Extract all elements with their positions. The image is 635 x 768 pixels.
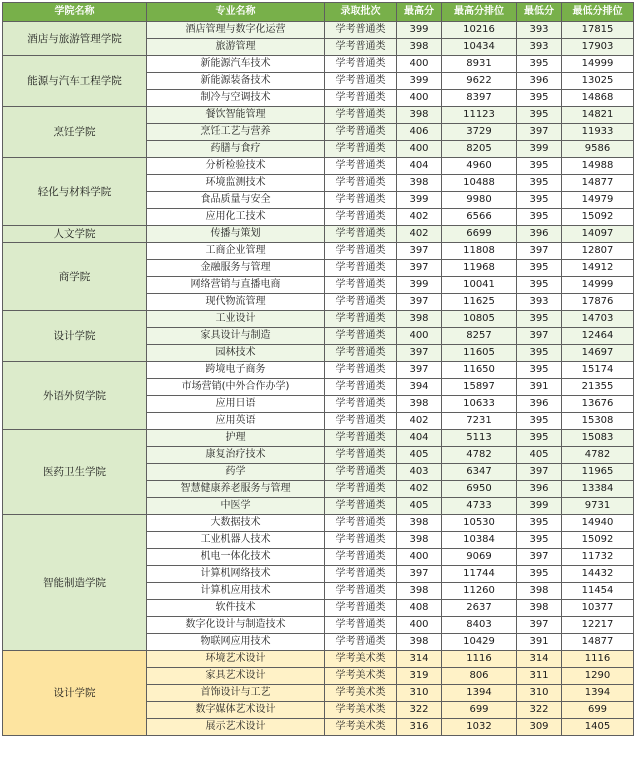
max-score-cell: 400	[397, 549, 442, 566]
max-rank-cell: 1394	[442, 685, 517, 702]
max-score-cell: 397	[397, 294, 442, 311]
min-rank-cell: 17903	[562, 39, 634, 56]
min-score-cell: 395	[517, 90, 562, 107]
min-score-cell: 395	[517, 413, 562, 430]
max-score-cell: 399	[397, 277, 442, 294]
major-cell: 旅游管理	[147, 39, 325, 56]
batch-cell: 学考普通类	[325, 158, 397, 175]
max-score-cell: 398	[397, 396, 442, 413]
min-score-cell: 405	[517, 447, 562, 464]
min-rank-cell: 4782	[562, 447, 634, 464]
max-score-cell: 400	[397, 56, 442, 73]
max-rank-cell: 6699	[442, 226, 517, 243]
max-score-cell: 400	[397, 90, 442, 107]
max-score-cell: 402	[397, 209, 442, 226]
batch-cell: 学考普通类	[325, 311, 397, 328]
table-row	[3, 311, 634, 328]
college-name-cell: 能源与汽车工程学院	[3, 56, 147, 107]
max-rank-cell: 11808	[442, 243, 517, 260]
batch-cell: 学考普通类	[325, 243, 397, 260]
major-cell: 机电一体化技术	[147, 549, 325, 566]
batch-cell: 学考普通类	[325, 515, 397, 532]
max-score-cell: 397	[397, 345, 442, 362]
min-rank-cell: 1290	[562, 668, 634, 685]
major-cell: 环境监测技术	[147, 175, 325, 192]
max-rank-cell: 1032	[442, 719, 517, 736]
max-rank-cell: 10488	[442, 175, 517, 192]
max-score-cell: 403	[397, 464, 442, 481]
batch-cell: 学考普通类	[325, 39, 397, 56]
min-score-cell: 397	[517, 464, 562, 481]
min-score-cell: 399	[517, 141, 562, 158]
min-score-cell: 395	[517, 362, 562, 379]
min-score-cell: 395	[517, 107, 562, 124]
max-score-cell: 398	[397, 515, 442, 532]
major-cell: 软件技术	[147, 600, 325, 617]
max-score-cell: 314	[397, 651, 442, 668]
major-cell: 药膳与食疗	[147, 141, 325, 158]
batch-cell: 学考普通类	[325, 22, 397, 39]
header-college: 学院名称	[3, 3, 147, 22]
min-rank-cell: 9731	[562, 498, 634, 515]
max-score-cell: 404	[397, 158, 442, 175]
max-rank-cell: 8257	[442, 328, 517, 345]
major-cell: 金融服务与管理	[147, 260, 325, 277]
min-rank-cell: 13676	[562, 396, 634, 413]
max-rank-cell: 8397	[442, 90, 517, 107]
batch-cell: 学考普通类	[325, 549, 397, 566]
max-rank-cell: 11605	[442, 345, 517, 362]
min-rank-cell: 10377	[562, 600, 634, 617]
max-score-cell: 398	[397, 634, 442, 651]
min-rank-cell: 9586	[562, 141, 634, 158]
batch-cell: 学考普通类	[325, 447, 397, 464]
min-score-cell: 395	[517, 260, 562, 277]
max-score-cell: 397	[397, 260, 442, 277]
max-score-cell: 402	[397, 481, 442, 498]
min-rank-cell: 1394	[562, 685, 634, 702]
batch-cell: 学考普通类	[325, 209, 397, 226]
table-row	[3, 651, 634, 668]
major-cell: 数字化设计与制造技术	[147, 617, 325, 634]
min-score-cell: 395	[517, 192, 562, 209]
college-name-cell: 烹饪学院	[3, 107, 147, 158]
min-score-cell: 393	[517, 39, 562, 56]
max-score-cell: 399	[397, 22, 442, 39]
major-cell: 食品质量与安全	[147, 192, 325, 209]
max-rank-cell: 8205	[442, 141, 517, 158]
max-score-cell: 399	[397, 192, 442, 209]
min-rank-cell: 14432	[562, 566, 634, 583]
max-score-cell: 408	[397, 600, 442, 617]
min-score-cell: 398	[517, 600, 562, 617]
batch-cell: 学考普通类	[325, 73, 397, 90]
min-score-cell: 309	[517, 719, 562, 736]
min-rank-cell: 13025	[562, 73, 634, 90]
header-max-rank: 最高分排位	[442, 3, 517, 22]
batch-cell: 学考普通类	[325, 464, 397, 481]
max-rank-cell: 7231	[442, 413, 517, 430]
batch-cell: 学考普通类	[325, 396, 397, 413]
max-rank-cell: 10384	[442, 532, 517, 549]
max-rank-cell: 10805	[442, 311, 517, 328]
min-rank-cell: 13384	[562, 481, 634, 498]
college-name-cell: 智能制造学院	[3, 515, 147, 651]
major-cell: 现代物流管理	[147, 294, 325, 311]
max-score-cell: 398	[397, 311, 442, 328]
max-rank-cell: 3729	[442, 124, 517, 141]
batch-cell: 学考普通类	[325, 141, 397, 158]
batch-cell: 学考普通类	[325, 345, 397, 362]
max-rank-cell: 11123	[442, 107, 517, 124]
min-rank-cell: 14868	[562, 90, 634, 107]
min-score-cell: 395	[517, 532, 562, 549]
min-score-cell: 395	[517, 175, 562, 192]
max-score-cell: 397	[397, 362, 442, 379]
batch-cell: 学考普通类	[325, 56, 397, 73]
header-major: 专业名称	[147, 3, 325, 22]
major-cell: 市场营销(中外合作办学)	[147, 379, 325, 396]
min-rank-cell: 17815	[562, 22, 634, 39]
min-rank-cell: 14697	[562, 345, 634, 362]
max-rank-cell: 4733	[442, 498, 517, 515]
batch-cell: 学考普通类	[325, 362, 397, 379]
max-score-cell: 400	[397, 141, 442, 158]
admission-score-table-container	[2, 2, 634, 736]
max-rank-cell: 10429	[442, 634, 517, 651]
max-rank-cell: 10633	[442, 396, 517, 413]
min-score-cell: 395	[517, 515, 562, 532]
min-score-cell: 311	[517, 668, 562, 685]
min-score-cell: 397	[517, 243, 562, 260]
min-rank-cell: 1116	[562, 651, 634, 668]
min-rank-cell: 14877	[562, 175, 634, 192]
min-rank-cell: 12807	[562, 243, 634, 260]
min-score-cell: 395	[517, 56, 562, 73]
max-score-cell: 402	[397, 226, 442, 243]
major-cell: 园林技术	[147, 345, 325, 362]
batch-cell: 学考普通类	[325, 124, 397, 141]
table-row	[3, 515, 634, 532]
min-rank-cell: 12464	[562, 328, 634, 345]
min-score-cell: 399	[517, 498, 562, 515]
batch-cell: 学考普通类	[325, 583, 397, 600]
major-cell: 家具设计与制造	[147, 328, 325, 345]
batch-cell: 学考普通类	[325, 192, 397, 209]
max-rank-cell: 11260	[442, 583, 517, 600]
batch-cell: 学考美术类	[325, 651, 397, 668]
min-rank-cell: 21355	[562, 379, 634, 396]
table-row	[3, 107, 634, 124]
header-batch: 录取批次	[325, 3, 397, 22]
max-rank-cell: 699	[442, 702, 517, 719]
college-name-cell: 酒店与旅游管理学院	[3, 22, 147, 56]
batch-cell: 学考普通类	[325, 617, 397, 634]
max-rank-cell: 15897	[442, 379, 517, 396]
max-rank-cell: 11625	[442, 294, 517, 311]
max-rank-cell: 2637	[442, 600, 517, 617]
max-score-cell: 398	[397, 583, 442, 600]
college-name-cell: 医药卫生学院	[3, 430, 147, 515]
table-row	[3, 243, 634, 260]
max-score-cell: 406	[397, 124, 442, 141]
max-score-cell: 398	[397, 532, 442, 549]
min-score-cell: 310	[517, 685, 562, 702]
header-min-score: 最低分	[517, 3, 562, 22]
min-score-cell: 396	[517, 396, 562, 413]
min-score-cell: 397	[517, 549, 562, 566]
batch-cell: 学考普通类	[325, 532, 397, 549]
min-score-cell: 396	[517, 226, 562, 243]
min-rank-cell: 14877	[562, 634, 634, 651]
major-cell: 大数据技术	[147, 515, 325, 532]
table-row	[3, 430, 634, 447]
max-rank-cell: 9980	[442, 192, 517, 209]
max-rank-cell: 10041	[442, 277, 517, 294]
max-score-cell: 316	[397, 719, 442, 736]
college-name-cell: 设计学院	[3, 311, 147, 362]
max-rank-cell: 806	[442, 668, 517, 685]
min-rank-cell: 1405	[562, 719, 634, 736]
major-cell: 传播与策划	[147, 226, 325, 243]
batch-cell: 学考普通类	[325, 600, 397, 617]
batch-cell: 学考普通类	[325, 634, 397, 651]
major-cell: 分析检验技术	[147, 158, 325, 175]
major-cell: 护理	[147, 430, 325, 447]
max-score-cell: 322	[397, 702, 442, 719]
batch-cell: 学考美术类	[325, 685, 397, 702]
min-score-cell: 396	[517, 481, 562, 498]
batch-cell: 学考普通类	[325, 90, 397, 107]
major-cell: 智慧健康养老服务与管理	[147, 481, 325, 498]
min-rank-cell: 15092	[562, 209, 634, 226]
max-rank-cell: 9069	[442, 549, 517, 566]
min-rank-cell: 11732	[562, 549, 634, 566]
table-body	[3, 22, 634, 736]
min-rank-cell: 15174	[562, 362, 634, 379]
min-score-cell: 395	[517, 158, 562, 175]
min-score-cell: 395	[517, 430, 562, 447]
max-rank-cell: 5113	[442, 430, 517, 447]
max-rank-cell: 1116	[442, 651, 517, 668]
max-rank-cell: 8931	[442, 56, 517, 73]
major-cell: 烹饪工艺与营养	[147, 124, 325, 141]
min-rank-cell: 14999	[562, 277, 634, 294]
major-cell: 康复治疗技术	[147, 447, 325, 464]
admission-score-table	[2, 2, 634, 736]
batch-cell: 学考美术类	[325, 702, 397, 719]
min-score-cell: 395	[517, 277, 562, 294]
major-cell: 药学	[147, 464, 325, 481]
min-score-cell: 397	[517, 617, 562, 634]
batch-cell: 学考普通类	[325, 277, 397, 294]
major-cell: 网络营销与直播电商	[147, 277, 325, 294]
max-score-cell: 394	[397, 379, 442, 396]
batch-cell: 学考美术类	[325, 719, 397, 736]
table-row	[3, 226, 634, 243]
max-score-cell: 397	[397, 243, 442, 260]
college-name-cell: 人文学院	[3, 226, 147, 243]
table-row	[3, 362, 634, 379]
max-rank-cell: 11744	[442, 566, 517, 583]
max-rank-cell: 4960	[442, 158, 517, 175]
major-cell: 环境艺术设计	[147, 651, 325, 668]
college-name-cell: 外语外贸学院	[3, 362, 147, 430]
major-cell: 工商企业管理	[147, 243, 325, 260]
major-cell: 中医学	[147, 498, 325, 515]
max-rank-cell: 9622	[442, 73, 517, 90]
batch-cell: 学考普通类	[325, 226, 397, 243]
min-score-cell: 397	[517, 124, 562, 141]
table-row	[3, 158, 634, 175]
major-cell: 应用英语	[147, 413, 325, 430]
min-score-cell: 397	[517, 328, 562, 345]
min-rank-cell: 14703	[562, 311, 634, 328]
header-min-rank: 最低分排位	[562, 3, 634, 22]
batch-cell: 学考普通类	[325, 413, 397, 430]
major-cell: 跨境电子商务	[147, 362, 325, 379]
min-score-cell: 398	[517, 583, 562, 600]
min-score-cell: 395	[517, 311, 562, 328]
major-cell: 应用化工技术	[147, 209, 325, 226]
max-score-cell: 400	[397, 617, 442, 634]
min-score-cell: 395	[517, 345, 562, 362]
max-rank-cell: 10434	[442, 39, 517, 56]
min-rank-cell: 14979	[562, 192, 634, 209]
max-score-cell: 310	[397, 685, 442, 702]
min-rank-cell: 14912	[562, 260, 634, 277]
max-score-cell: 398	[397, 175, 442, 192]
min-rank-cell: 15092	[562, 532, 634, 549]
max-rank-cell: 11968	[442, 260, 517, 277]
max-rank-cell: 8403	[442, 617, 517, 634]
min-rank-cell: 12217	[562, 617, 634, 634]
college-name-cell: 商学院	[3, 243, 147, 311]
min-score-cell: 396	[517, 73, 562, 90]
max-score-cell: 399	[397, 73, 442, 90]
min-rank-cell: 14999	[562, 56, 634, 73]
min-rank-cell: 11965	[562, 464, 634, 481]
min-rank-cell: 14988	[562, 158, 634, 175]
max-rank-cell: 11650	[442, 362, 517, 379]
college-name-cell: 轻化与材料学院	[3, 158, 147, 226]
table-row	[3, 56, 634, 73]
max-rank-cell: 6347	[442, 464, 517, 481]
batch-cell: 学考普通类	[325, 566, 397, 583]
max-score-cell: 405	[397, 447, 442, 464]
min-score-cell: 393	[517, 22, 562, 39]
major-cell: 物联网应用技术	[147, 634, 325, 651]
major-cell: 酒店管理与数字化运营	[147, 22, 325, 39]
batch-cell: 学考普通类	[325, 294, 397, 311]
min-score-cell: 393	[517, 294, 562, 311]
table-row	[3, 22, 634, 39]
min-rank-cell: 699	[562, 702, 634, 719]
max-rank-cell: 6950	[442, 481, 517, 498]
major-cell: 展示艺术设计	[147, 719, 325, 736]
max-rank-cell: 4782	[442, 447, 517, 464]
batch-cell: 学考普通类	[325, 175, 397, 192]
batch-cell: 学考普通类	[325, 498, 397, 515]
min-rank-cell: 14821	[562, 107, 634, 124]
major-cell: 应用日语	[147, 396, 325, 413]
major-cell: 工业机器人技术	[147, 532, 325, 549]
min-score-cell: 314	[517, 651, 562, 668]
college-name-cell: 设计学院	[3, 651, 147, 736]
batch-cell: 学考普通类	[325, 260, 397, 277]
batch-cell: 学考普通类	[325, 328, 397, 345]
max-score-cell: 404	[397, 430, 442, 447]
min-score-cell: 395	[517, 209, 562, 226]
max-rank-cell: 6566	[442, 209, 517, 226]
major-cell: 新能源装备技术	[147, 73, 325, 90]
batch-cell: 学考普通类	[325, 107, 397, 124]
min-rank-cell: 15083	[562, 430, 634, 447]
batch-cell: 学考普通类	[325, 379, 397, 396]
max-score-cell: 402	[397, 413, 442, 430]
max-score-cell: 398	[397, 39, 442, 56]
batch-cell: 学考普通类	[325, 430, 397, 447]
min-score-cell: 395	[517, 566, 562, 583]
major-cell: 计算机网络技术	[147, 566, 325, 583]
min-score-cell: 322	[517, 702, 562, 719]
min-rank-cell: 17876	[562, 294, 634, 311]
major-cell: 新能源汽车技术	[147, 56, 325, 73]
batch-cell: 学考普通类	[325, 481, 397, 498]
header-row	[3, 3, 634, 22]
major-cell: 数字媒体艺术设计	[147, 702, 325, 719]
min-rank-cell: 11933	[562, 124, 634, 141]
max-score-cell: 397	[397, 566, 442, 583]
major-cell: 餐饮智能管理	[147, 107, 325, 124]
header-max-score: 最高分	[397, 3, 442, 22]
max-score-cell: 405	[397, 498, 442, 515]
min-rank-cell: 15308	[562, 413, 634, 430]
min-score-cell: 391	[517, 379, 562, 396]
min-rank-cell: 14097	[562, 226, 634, 243]
major-cell: 家具艺术设计	[147, 668, 325, 685]
max-score-cell: 400	[397, 328, 442, 345]
min-rank-cell: 11454	[562, 583, 634, 600]
min-score-cell: 391	[517, 634, 562, 651]
max-rank-cell: 10530	[442, 515, 517, 532]
max-score-cell: 398	[397, 107, 442, 124]
max-rank-cell: 10216	[442, 22, 517, 39]
max-score-cell: 319	[397, 668, 442, 685]
batch-cell: 学考美术类	[325, 668, 397, 685]
min-rank-cell: 14940	[562, 515, 634, 532]
major-cell: 工业设计	[147, 311, 325, 328]
major-cell: 首饰设计与工艺	[147, 685, 325, 702]
major-cell: 计算机应用技术	[147, 583, 325, 600]
major-cell: 制冷与空调技术	[147, 90, 325, 107]
